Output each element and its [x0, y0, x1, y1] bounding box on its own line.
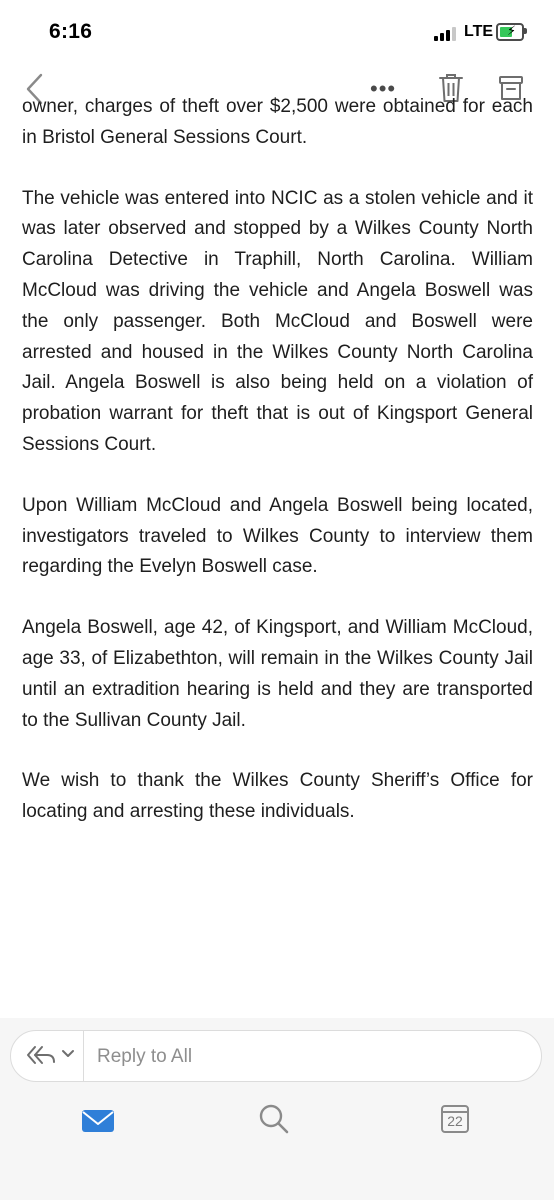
email-body	[22, 96, 533, 908]
calendar-day: 22	[447, 1113, 463, 1129]
reply-all-icon[interactable]	[25, 1044, 57, 1066]
email-paragraph: We wish to thank the Wilkes County Sheriff’s Office for locating and arresting these individuals.	[22, 770, 533, 823]
ellipsis-icon[interactable]: •••	[370, 76, 397, 101]
email-paragraph: Upon William McCloud and Angela Boswell being located, investigators traveled to Wilkes County to interview them regarding the Evelyn Boswell case.	[22, 494, 533, 578]
network-type: LTE	[464, 23, 494, 40]
reply-input[interactable]	[95, 1040, 519, 1074]
reply-field-container	[10, 1030, 542, 1082]
status-bar	[0, 0, 554, 64]
email-paragraph: owner, charges of theft over $2,500 were obtained for each in Bristol General Sessions Court.	[22, 96, 533, 148]
reply-bar	[0, 1018, 554, 1094]
calendar-icon[interactable]	[440, 1100, 484, 1140]
status-time: 6:16	[49, 20, 93, 43]
battery-cap	[524, 28, 527, 34]
search-icon[interactable]	[252, 1100, 296, 1140]
battery-icon: ⚡	[496, 23, 524, 41]
cellular-signal-icon	[434, 27, 460, 41]
email-paragraph: Angela Boswell, age 42, of Kingsport, and William McCloud, age 33, of Elizabethton, will remain in the Wilkes County Jail until an extradition hearing is held and they are transported to the Sullivan County Jail.	[22, 617, 533, 731]
reply-divider	[83, 1031, 84, 1081]
chevron-down-icon[interactable]	[61, 1048, 75, 1060]
email-paragraph: The vehicle was entered into NCIC as a stolen vehicle and it was later observed and stopped by a Wilkes County North Carolina Detective in Traphill, North Carolina. William McCloud was driving the vehicle and Angela Boswell was the only passenger. Both McCloud and Boswell were arrested and housed in the Wilkes County North Carolina Jail. Angela Boswell is also being held on a violation of probation warrant for theft that is out of Kingsport General Sessions Court.	[22, 187, 533, 455]
tab-bar	[0, 1094, 554, 1200]
mail-icon[interactable]	[76, 1100, 120, 1140]
